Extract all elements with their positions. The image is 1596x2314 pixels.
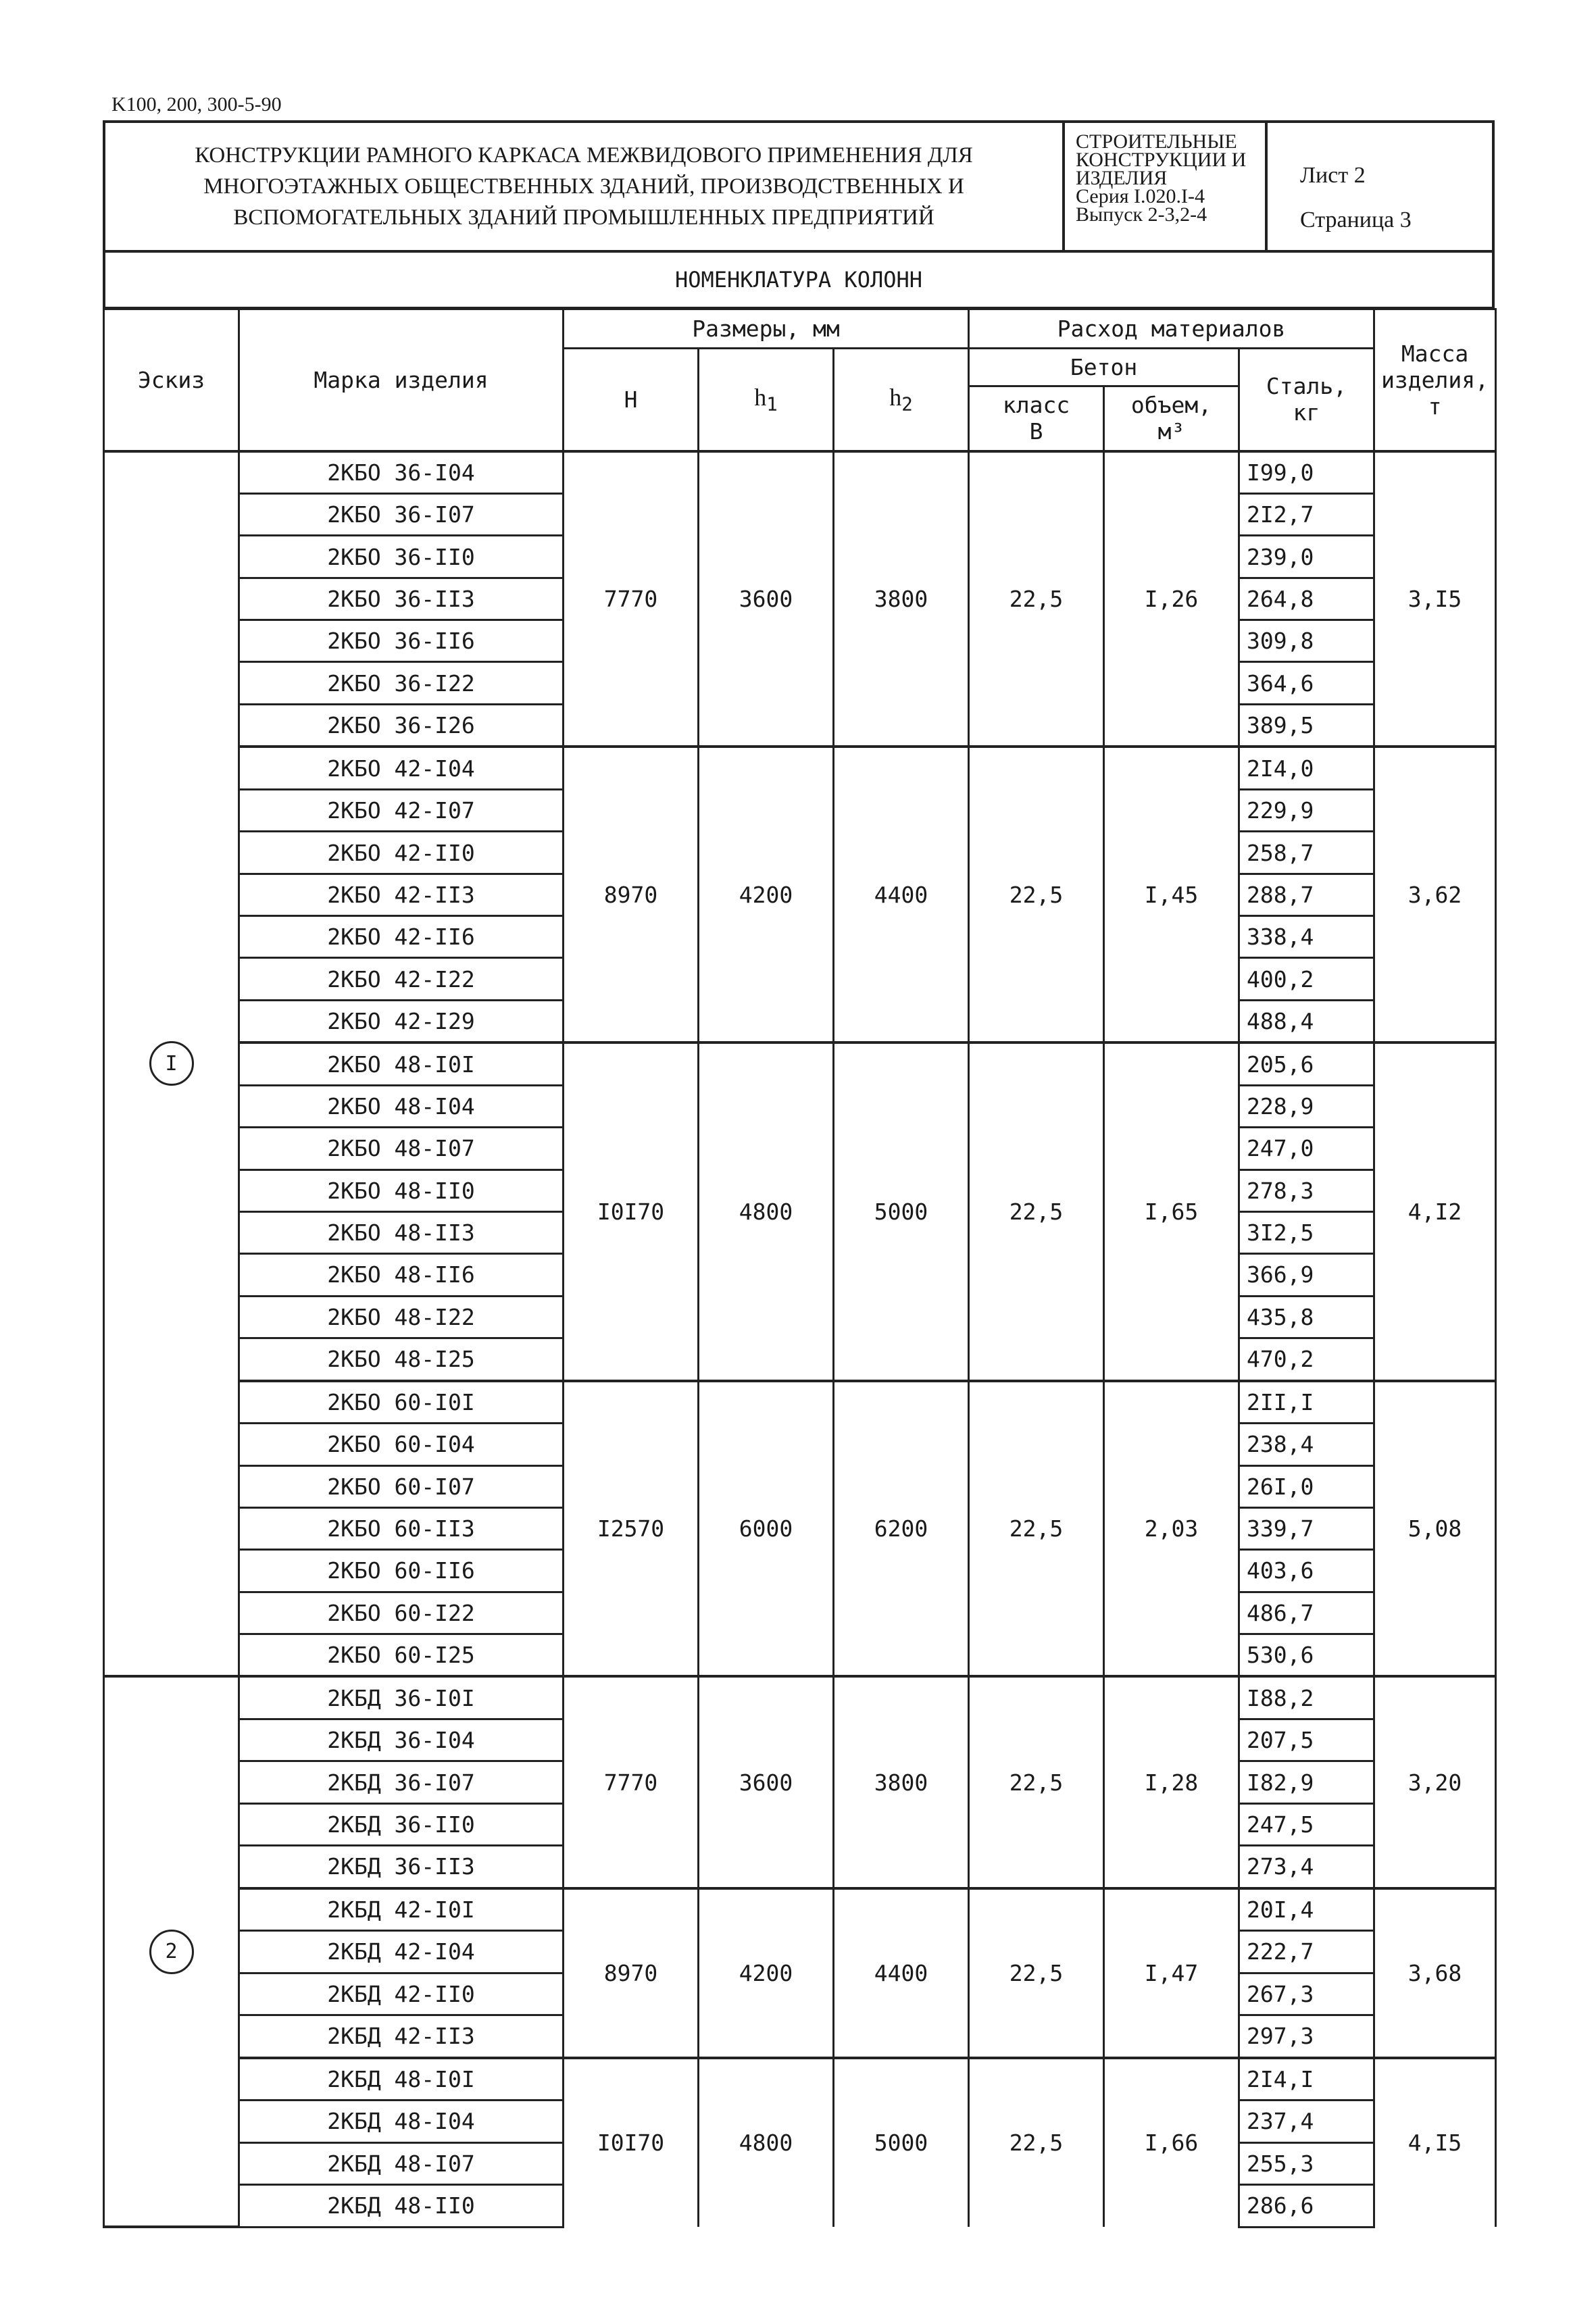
mark-cell: 2КБО 48-I0I	[239, 1042, 564, 1085]
steel-cell: 309,8	[1239, 620, 1374, 662]
mark-cell: 2КБО 60-I04	[239, 1424, 564, 1465]
sketch-number-badge: I	[149, 1041, 194, 1086]
steel-cell: 389,5	[1239, 704, 1374, 747]
steel-cell: 255,3	[1239, 2142, 1374, 2184]
mark-cell: 2КБО 48-II6	[239, 1254, 564, 1296]
mark-cell: 2КБО 42-I04	[239, 747, 564, 789]
height-H-cell: I2570	[564, 1381, 699, 1677]
mass-cell: 5,08	[1374, 1381, 1496, 1677]
header-mass: Масса изделия, т	[1374, 309, 1496, 451]
mark-cell: 2КБД 48-I07	[239, 2142, 564, 2184]
concrete-class-cell: 22,5	[969, 1381, 1104, 1677]
steel-cell: 247,0	[1239, 1128, 1374, 1169]
h2-cell: 4400	[834, 747, 969, 1042]
table-row	[104, 1381, 1496, 1424]
h1-cell: 3600	[699, 1676, 834, 1888]
mark-cell: 2КБО 42-II3	[239, 874, 564, 915]
series-line: ИЗДЕЛИЯ	[1076, 167, 1168, 189]
mark-cell: 2КБО 48-II3	[239, 1211, 564, 1253]
mark-cell: 2КБД 48-I04	[239, 2101, 564, 2142]
title-block	[103, 120, 1495, 253]
sheet-number: Лист 2	[1300, 163, 1366, 188]
mark-cell: 2КБД 42-I04	[239, 1931, 564, 1973]
mass-cell: 3,62	[1374, 747, 1496, 1042]
header-H: H	[564, 349, 699, 451]
steel-cell: 229,9	[1239, 790, 1374, 832]
header-sketch: Эскиз	[104, 309, 239, 451]
mark-cell: 2КБО 48-I04	[239, 1085, 564, 1127]
mark-cell: 2КБО 42-I22	[239, 958, 564, 1000]
mark-cell: 2КБО 48-I22	[239, 1296, 564, 1338]
mark-cell: 2КБО 36-I26	[239, 704, 564, 747]
concrete-class-cell: 22,5	[969, 1676, 1104, 1888]
h1-cell: 3600	[699, 451, 834, 747]
steel-cell: 228,9	[1239, 1085, 1374, 1127]
title-line: МНОГОЭТАЖНЫХ ОБЩЕСТВЕННЫХ ЗДАНИЙ, ПРОИЗВОДСТВЕННЫХ И	[203, 174, 964, 199]
steel-cell: 297,3	[1239, 2015, 1374, 2057]
mark-cell: 2КБД 36-II3	[239, 1846, 564, 1888]
table-row	[104, 1676, 1496, 1719]
mark-cell: 2КБО 36-I04	[239, 451, 564, 494]
header-mark: Марка изделия	[239, 309, 564, 451]
mark-cell: 2КБО 60-II6	[239, 1550, 564, 1592]
steel-cell: 267,3	[1239, 1973, 1374, 2015]
table-row	[104, 1888, 1496, 1931]
h2-cell: 5000	[834, 1042, 969, 1380]
series-line: Выпуск 2-3,2-4	[1076, 203, 1207, 226]
mark-cell: 2КБД 42-I0I	[239, 1888, 564, 1931]
steel-cell: 2II,I	[1239, 1381, 1374, 1424]
header-volume: объем, м³	[1104, 386, 1239, 451]
header-materials: Расход материалов	[969, 309, 1374, 349]
steel-cell: 237,4	[1239, 2101, 1374, 2142]
height-H-cell: 8970	[564, 1888, 699, 2058]
mark-cell: 2КБД 36-II0	[239, 1803, 564, 1845]
table-row	[104, 2058, 1496, 2101]
document-reference: K100, 200, 300-5-90	[111, 93, 282, 116]
h1-cell: 6000	[699, 1381, 834, 1677]
mark-cell: 2КБО 48-II0	[239, 1169, 564, 1211]
table-row	[104, 747, 1496, 789]
steel-cell: 26I,0	[1239, 1465, 1374, 1507]
h1-cell: 4800	[699, 2058, 834, 2227]
series-line: КОНСТРУКЦИИ И	[1076, 149, 1247, 171]
steel-cell: 273,4	[1239, 1846, 1374, 1888]
concrete-class-cell: 22,5	[969, 1042, 1104, 1380]
concrete-volume-cell: I,45	[1104, 747, 1239, 1042]
table-row	[104, 1042, 1496, 1085]
height-H-cell: I0I70	[564, 1042, 699, 1380]
steel-cell: 238,4	[1239, 1424, 1374, 1465]
steel-cell: 207,5	[1239, 1719, 1374, 1761]
mark-cell: 2КБД 48-II0	[239, 2184, 564, 2227]
steel-cell: I82,9	[1239, 1761, 1374, 1803]
steel-cell: 339,7	[1239, 1507, 1374, 1549]
steel-cell: 338,4	[1239, 916, 1374, 958]
title-line: ВСПОМОГАТЕЛЬНЫХ ЗДАНИЙ ПРОМЫШЛЕННЫХ ПРЕДПРИЯТИЙ	[233, 205, 934, 230]
mark-cell: 2КБО 60-I0I	[239, 1381, 564, 1424]
columns-nomenclature-table	[103, 308, 1497, 2228]
section-title: НОМЕНКЛАТУРА КОЛОНН	[103, 253, 1495, 309]
steel-cell: 239,0	[1239, 536, 1374, 578]
mark-cell: 2КБО 48-I07	[239, 1128, 564, 1169]
mark-cell: 2КБО 60-I07	[239, 1465, 564, 1507]
concrete-volume-cell: I,65	[1104, 1042, 1239, 1380]
concrete-volume-cell: I,47	[1104, 1888, 1239, 2058]
mark-cell: 2КБО 60-I25	[239, 1634, 564, 1676]
mark-cell: 2КБО 36-I22	[239, 662, 564, 704]
mark-cell: 2КБО 60-I22	[239, 1592, 564, 1634]
mass-cell: 4,I5	[1374, 2058, 1496, 2227]
steel-cell: 488,4	[1239, 1000, 1374, 1042]
concrete-volume-cell: I,66	[1104, 2058, 1239, 2227]
mark-cell: 2КБД 36-I0I	[239, 1676, 564, 1719]
steel-cell: I99,0	[1239, 451, 1374, 494]
steel-cell: 286,6	[1239, 2184, 1374, 2227]
header-h2: $h_2$	[834, 349, 969, 451]
steel-cell: 288,7	[1239, 874, 1374, 915]
steel-cell: 205,6	[1239, 1042, 1374, 1085]
header-steel: Сталь, кг	[1239, 349, 1374, 451]
steel-cell: 530,6	[1239, 1634, 1374, 1676]
concrete-volume-cell: 2,03	[1104, 1381, 1239, 1677]
steel-cell: 247,5	[1239, 1803, 1374, 1845]
mark-cell: 2КБО 36-II0	[239, 536, 564, 578]
steel-cell: 366,9	[1239, 1254, 1374, 1296]
sketch-cell	[104, 451, 239, 1677]
steel-cell: 2I2,7	[1239, 494, 1374, 536]
title-line: КОНСТРУКЦИИ РАМНОГО КАРКАСА МЕЖВИДОВОГО ПРИМЕНЕНИЯ ДЛЯ	[195, 143, 973, 168]
mark-cell: 2КБД 36-I07	[239, 1761, 564, 1803]
steel-cell: 264,8	[1239, 578, 1374, 620]
header-h1: $h_1$	[699, 349, 834, 451]
h2-cell: 3800	[834, 1676, 969, 1888]
mark-cell: 2КБО 42-I29	[239, 1000, 564, 1042]
steel-cell: 470,2	[1239, 1338, 1374, 1380]
table-row	[104, 451, 1496, 494]
mark-cell: 2КБО 36-II3	[239, 578, 564, 620]
steel-cell: 364,6	[1239, 662, 1374, 704]
h2-cell: 3800	[834, 451, 969, 747]
mark-cell: 2КБО 42-I07	[239, 790, 564, 832]
concrete-volume-cell: I,28	[1104, 1676, 1239, 1888]
height-H-cell: 8970	[564, 747, 699, 1042]
h2-cell: 4400	[834, 1888, 969, 2058]
mass-cell: 3,68	[1374, 1888, 1496, 2058]
concrete-class-cell: 22,5	[969, 451, 1104, 747]
sketch-cell	[104, 1676, 239, 2227]
mark-cell: 2КБО 42-II6	[239, 916, 564, 958]
document-title	[105, 123, 1065, 250]
mark-cell: 2КБД 42-II3	[239, 2015, 564, 2057]
mass-cell: 3,20	[1374, 1676, 1496, 1888]
steel-cell: 435,8	[1239, 1296, 1374, 1338]
page-number: Страница 3	[1300, 207, 1412, 232]
mark-cell: 2КБД 48-I0I	[239, 2058, 564, 2101]
concrete-class-cell: 22,5	[969, 1888, 1104, 2058]
steel-cell: 222,7	[1239, 1931, 1374, 1973]
steel-cell: 258,7	[1239, 832, 1374, 874]
mark-cell: 2КБД 36-I04	[239, 1719, 564, 1761]
series-info	[1065, 123, 1268, 250]
mark-cell: 2КБО 42-II0	[239, 832, 564, 874]
steel-cell: I88,2	[1239, 1676, 1374, 1719]
series-line: СТРОИТЕЛЬНЫЕ	[1076, 130, 1237, 153]
series-line: Серия I.020.I-4	[1076, 185, 1205, 207]
sketch-number-badge: 2	[149, 1930, 194, 1974]
header-class: класс В	[969, 386, 1104, 451]
mark-cell: 2КБД 42-II0	[239, 1973, 564, 2015]
steel-cell: 486,7	[1239, 1592, 1374, 1634]
header-sizes: Размеры, мм	[564, 309, 969, 349]
steel-cell: 278,3	[1239, 1169, 1374, 1211]
steel-cell: 403,6	[1239, 1550, 1374, 1592]
concrete-class-cell: 22,5	[969, 2058, 1104, 2227]
h2-cell: 6200	[834, 1381, 969, 1677]
concrete-class-cell: 22,5	[969, 747, 1104, 1042]
mark-cell: 2КБО 36-II6	[239, 620, 564, 662]
height-H-cell: I0I70	[564, 2058, 699, 2227]
header-concrete: Бетон	[969, 349, 1239, 386]
concrete-volume-cell: I,26	[1104, 451, 1239, 747]
steel-cell: 400,2	[1239, 958, 1374, 1000]
mark-cell: 2КБО 60-II3	[239, 1507, 564, 1549]
mass-cell: 4,I2	[1374, 1042, 1496, 1380]
steel-cell: 3I2,5	[1239, 1211, 1374, 1253]
steel-cell: 20I,4	[1239, 1888, 1374, 1931]
h1-cell: 4200	[699, 1888, 834, 2058]
h1-cell: 4200	[699, 747, 834, 1042]
sheet-info	[1268, 123, 1492, 250]
height-H-cell: 7770	[564, 451, 699, 747]
mark-cell: 2КБО 36-I07	[239, 494, 564, 536]
h1-cell: 4800	[699, 1042, 834, 1380]
steel-cell: 2I4,0	[1239, 747, 1374, 789]
height-H-cell: 7770	[564, 1676, 699, 1888]
h2-cell: 5000	[834, 2058, 969, 2227]
steel-cell: 2I4,I	[1239, 2058, 1374, 2101]
mass-cell: 3,I5	[1374, 451, 1496, 747]
mark-cell: 2КБО 48-I25	[239, 1338, 564, 1380]
